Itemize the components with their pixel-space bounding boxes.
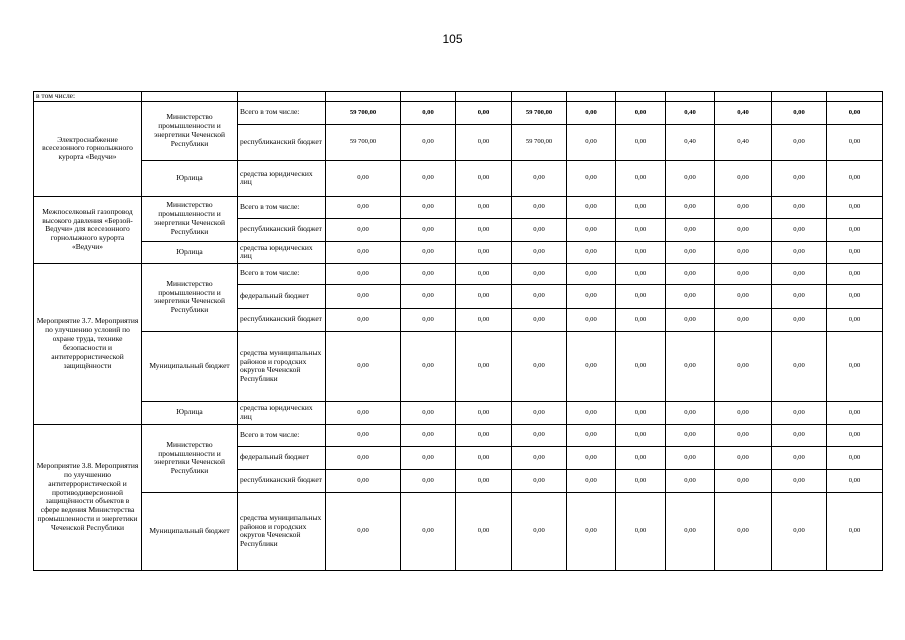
table-cell: Межпоселковый газопровод высокого давления «Берзой-Ведучи» для всесезонного горнолыжного курорта «Ведучи» — [34, 196, 142, 263]
value-cell: 0,00 — [666, 308, 715, 331]
table-row — [34, 196, 883, 218]
table-cell — [616, 92, 666, 102]
value-cell: 0,00 — [827, 331, 883, 401]
value-cell: 0,00 — [772, 263, 827, 284]
table-row — [34, 241, 883, 263]
value-cell: 0,40 — [715, 101, 772, 124]
value-cell: 0,00 — [616, 124, 666, 160]
value-cell: 0,00 — [456, 469, 512, 492]
value-cell: 0,00 — [827, 424, 883, 446]
value-cell: 0,00 — [616, 218, 666, 241]
value-cell: 0,00 — [616, 424, 666, 446]
value-cell: 0,00 — [512, 401, 567, 424]
value-cell: 0,00 — [456, 492, 512, 570]
value-cell: 0,00 — [512, 196, 567, 218]
value-cell: 0,00 — [772, 101, 827, 124]
value-cell: 0,00 — [827, 308, 883, 331]
table-cell: республиканский бюджет — [238, 218, 326, 241]
table-cell: Юрлица — [142, 160, 238, 196]
table-cell: Мероприятие 3.7. Мероприятия по улучшению условий по охране труда, технике безопасности и антитеррористической защищённости — [34, 263, 142, 424]
value-cell: 0,00 — [456, 263, 512, 284]
value-cell: 0,00 — [401, 284, 456, 308]
value-cell: 0,00 — [827, 284, 883, 308]
value-cell: 0,00 — [567, 446, 616, 469]
value-cell: 0,00 — [456, 124, 512, 160]
table-cell: Всего в том числе: — [238, 101, 326, 124]
value-cell: 0,00 — [666, 492, 715, 570]
table-cell: средства юридических лиц — [238, 241, 326, 263]
value-cell: 0,00 — [772, 424, 827, 446]
value-cell: 0,00 — [326, 469, 401, 492]
value-cell: 0,00 — [616, 492, 666, 570]
value-cell: 0,00 — [715, 241, 772, 263]
table-cell — [512, 92, 567, 102]
value-cell: 0,00 — [512, 446, 567, 469]
value-cell: 0,00 — [401, 492, 456, 570]
value-cell: 0,00 — [401, 401, 456, 424]
value-cell: 0,40 — [666, 101, 715, 124]
value-cell: 0,00 — [715, 284, 772, 308]
value-cell: 0,00 — [401, 196, 456, 218]
value-cell: 0,00 — [827, 492, 883, 570]
value-cell: 0,00 — [715, 308, 772, 331]
value-cell: 0,00 — [567, 401, 616, 424]
value-cell: 59 700,00 — [512, 124, 567, 160]
table-cell: средства муниципальных районов и городских округов Чеченской Республики — [238, 492, 326, 570]
value-cell: 0,00 — [401, 308, 456, 331]
value-cell: 0,00 — [772, 469, 827, 492]
table-cell: средства муниципальных районов и городских округов Чеченской Республики — [238, 331, 326, 401]
value-cell: 0,00 — [715, 492, 772, 570]
value-cell: 0,00 — [827, 218, 883, 241]
value-cell: 0,00 — [401, 446, 456, 469]
value-cell: 59 700,00 — [326, 124, 401, 160]
value-cell: 0,00 — [456, 308, 512, 331]
table-cell: федеральный бюджет — [238, 446, 326, 469]
value-cell: 0,00 — [456, 424, 512, 446]
value-cell: 0,00 — [666, 469, 715, 492]
value-cell: 0,00 — [456, 284, 512, 308]
table-cell: Всего в том числе: — [238, 424, 326, 446]
budget-table — [33, 91, 883, 571]
value-cell: 0,00 — [326, 263, 401, 284]
value-cell: 0,00 — [616, 469, 666, 492]
value-cell: 0,00 — [772, 124, 827, 160]
value-cell: 0,00 — [401, 101, 456, 124]
table-cell: республиканский бюджет — [238, 308, 326, 331]
value-cell: 0,00 — [772, 331, 827, 401]
value-cell: 0,00 — [512, 308, 567, 331]
table-cell: Министерство промышленности и энергетики Чеченской Республики — [142, 196, 238, 241]
table-cell — [456, 92, 512, 102]
table-row — [34, 492, 883, 570]
value-cell: 0,00 — [616, 331, 666, 401]
value-cell: 0,00 — [666, 218, 715, 241]
table-row — [34, 331, 883, 401]
table-viewport — [33, 91, 883, 582]
value-cell: 0,00 — [666, 446, 715, 469]
table-cell: республиканский бюджет — [238, 469, 326, 492]
value-cell: 59 700,00 — [326, 101, 401, 124]
value-cell: 0,00 — [666, 196, 715, 218]
value-cell: 0,00 — [772, 492, 827, 570]
table-cell — [238, 92, 326, 102]
value-cell: 0,00 — [827, 469, 883, 492]
value-cell: 0,00 — [326, 241, 401, 263]
table-cell — [715, 92, 772, 102]
value-cell: 0,00 — [567, 424, 616, 446]
value-cell: 0,00 — [512, 492, 567, 570]
value-cell: 0,00 — [326, 492, 401, 570]
value-cell: 0,00 — [715, 218, 772, 241]
value-cell: 0,00 — [512, 331, 567, 401]
value-cell: 0,00 — [401, 263, 456, 284]
table-row — [34, 160, 883, 196]
value-cell: 0,00 — [616, 263, 666, 284]
value-cell: 0,00 — [616, 101, 666, 124]
value-cell: 0,00 — [326, 218, 401, 241]
table-cell: Муниципальный бюджет — [142, 492, 238, 570]
value-cell: 0,00 — [456, 218, 512, 241]
value-cell: 0,00 — [456, 401, 512, 424]
value-cell: 0,00 — [827, 401, 883, 424]
value-cell: 0,00 — [512, 284, 567, 308]
value-cell: 0,00 — [326, 160, 401, 196]
table-cell — [142, 92, 238, 102]
value-cell: 0,00 — [326, 401, 401, 424]
value-cell: 0,00 — [666, 424, 715, 446]
value-cell: 0,00 — [715, 446, 772, 469]
value-cell: 0,40 — [666, 124, 715, 160]
table-cell — [666, 92, 715, 102]
value-cell: 0,00 — [456, 331, 512, 401]
value-cell: 0,00 — [512, 160, 567, 196]
value-cell: 0,00 — [772, 401, 827, 424]
value-cell: 0,00 — [512, 263, 567, 284]
value-cell: 0,00 — [456, 101, 512, 124]
value-cell: 0,00 — [616, 160, 666, 196]
value-cell: 0,00 — [772, 196, 827, 218]
table-cell — [326, 92, 401, 102]
value-cell: 0,00 — [666, 331, 715, 401]
value-cell: 0,00 — [715, 160, 772, 196]
value-cell: 0,00 — [616, 401, 666, 424]
value-cell: 0,00 — [567, 241, 616, 263]
value-cell: 0,00 — [401, 469, 456, 492]
table-cell: Всего в том числе: — [238, 196, 326, 218]
value-cell: 0,00 — [567, 284, 616, 308]
value-cell: 0,00 — [616, 241, 666, 263]
table-cell: в том числе: — [34, 92, 142, 102]
value-cell: 0,00 — [326, 331, 401, 401]
table-cell: республиканский бюджет — [238, 124, 326, 160]
value-cell: 0,00 — [456, 241, 512, 263]
table-cell — [772, 92, 827, 102]
table-cell — [827, 92, 883, 102]
table-cell: Министерство промышленности и энергетики Чеченской Республики — [142, 263, 238, 331]
table-row — [34, 92, 883, 102]
value-cell: 0,00 — [666, 263, 715, 284]
value-cell: 0,00 — [616, 446, 666, 469]
value-cell: 0,00 — [715, 196, 772, 218]
value-cell: 0,40 — [715, 124, 772, 160]
value-cell: 0,00 — [666, 241, 715, 263]
value-cell: 0,00 — [567, 492, 616, 570]
value-cell: 0,00 — [512, 424, 567, 446]
value-cell: 0,00 — [616, 284, 666, 308]
table-cell: Министерство промышленности и энергетики Чеченской Республики — [142, 424, 238, 492]
value-cell: 0,00 — [616, 308, 666, 331]
value-cell: 0,00 — [567, 160, 616, 196]
value-cell: 0,00 — [401, 331, 456, 401]
value-cell: 0,00 — [567, 263, 616, 284]
value-cell: 0,00 — [666, 284, 715, 308]
table-cell: Всего в том числе: — [238, 263, 326, 284]
table-cell: Муниципальный бюджет — [142, 331, 238, 401]
value-cell: 0,00 — [326, 196, 401, 218]
value-cell: 0,00 — [827, 124, 883, 160]
value-cell: 0,00 — [567, 469, 616, 492]
value-cell: 0,00 — [715, 263, 772, 284]
value-cell: 0,00 — [772, 218, 827, 241]
value-cell: 0,00 — [666, 401, 715, 424]
value-cell: 0,00 — [715, 424, 772, 446]
value-cell: 0,00 — [827, 241, 883, 263]
table-cell — [401, 92, 456, 102]
value-cell: 0,00 — [326, 284, 401, 308]
value-cell: 0,00 — [567, 308, 616, 331]
value-cell: 0,00 — [827, 101, 883, 124]
value-cell: 0,00 — [326, 446, 401, 469]
table-cell: Мероприятие 3.8. Мероприятия по улучшению антитеррористической и противодиверсионной защищённости объектов в сфере ведения Министерства промышленности и энергетики Чеченской Республики — [34, 424, 142, 570]
table-row — [34, 401, 883, 424]
value-cell: 0,00 — [827, 263, 883, 284]
value-cell: 0,00 — [827, 446, 883, 469]
value-cell: 0,00 — [567, 218, 616, 241]
value-cell: 0,00 — [666, 160, 715, 196]
table-cell: федеральный бюджет — [238, 284, 326, 308]
value-cell: 0,00 — [401, 160, 456, 196]
value-cell: 0,00 — [567, 196, 616, 218]
table-row — [34, 424, 883, 446]
value-cell: 0,00 — [772, 160, 827, 196]
value-cell: 0,00 — [567, 101, 616, 124]
value-cell: 0,00 — [401, 218, 456, 241]
value-cell: 0,00 — [512, 218, 567, 241]
value-cell: 0,00 — [401, 124, 456, 160]
table-cell — [567, 92, 616, 102]
table-cell: Министерство промышленности и энергетики Чеченской Республики — [142, 101, 238, 160]
value-cell: 0,00 — [456, 196, 512, 218]
value-cell: 0,00 — [456, 446, 512, 469]
table-cell: Юрлица — [142, 401, 238, 424]
value-cell: 0,00 — [715, 401, 772, 424]
value-cell: 0,00 — [715, 469, 772, 492]
value-cell: 0,00 — [326, 424, 401, 446]
table-cell: Юрлица — [142, 241, 238, 263]
value-cell: 0,00 — [772, 308, 827, 331]
table-cell: Электроснабжение всесезонного горнолыжного курорта «Ведучи» — [34, 101, 142, 196]
value-cell: 0,00 — [616, 196, 666, 218]
value-cell: 0,00 — [827, 160, 883, 196]
value-cell: 0,00 — [567, 331, 616, 401]
value-cell: 0,00 — [772, 446, 827, 469]
value-cell: 0,00 — [326, 308, 401, 331]
value-cell: 0,00 — [401, 424, 456, 446]
table-cell: средства юридических лиц — [238, 401, 326, 424]
value-cell: 0,00 — [401, 241, 456, 263]
page-number: 105 — [442, 32, 463, 46]
value-cell: 0,00 — [567, 124, 616, 160]
value-cell: 0,00 — [772, 241, 827, 263]
value-cell: 0,00 — [456, 160, 512, 196]
value-cell: 0,00 — [827, 196, 883, 218]
value-cell: 0,00 — [512, 469, 567, 492]
value-cell: 59 700,00 — [512, 101, 567, 124]
table-body — [34, 92, 883, 571]
value-cell: 0,00 — [512, 241, 567, 263]
value-cell: 0,00 — [772, 284, 827, 308]
table-row — [34, 101, 883, 124]
table-cell: средства юридических лиц — [238, 160, 326, 196]
value-cell: 0,00 — [715, 331, 772, 401]
table-row — [34, 263, 883, 284]
